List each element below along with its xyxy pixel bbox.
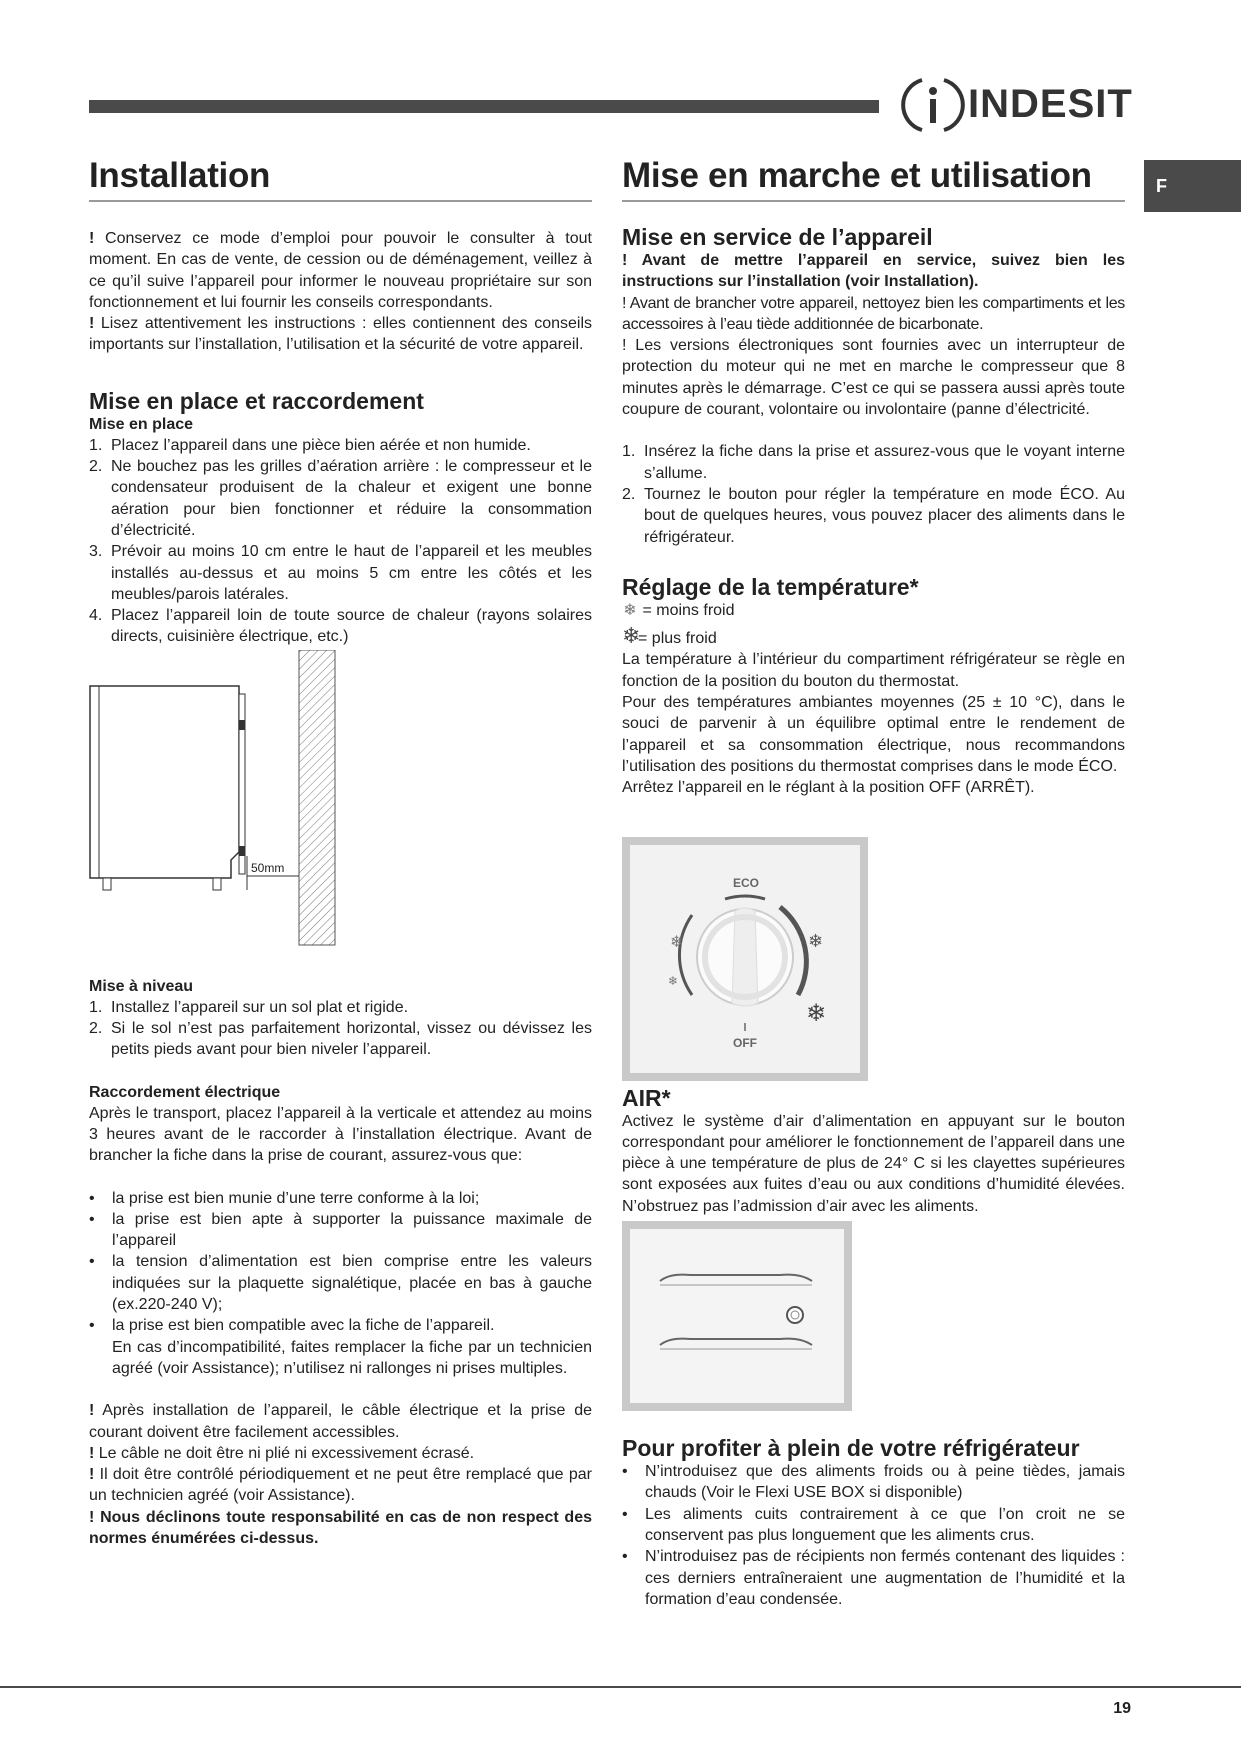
warning-2: ! Le câble ne doit être ni plié ni excessivement écrasé. (89, 1444, 475, 1462)
page-number: 19 (1113, 1700, 1131, 1717)
placement-list (89, 435, 592, 648)
air-text: Activez le système d’air d’alimentation en appuyant sur le bouton correspondant pour améliorer le fonctionnement de l’appareil dans une pièce à une température de plus de 24° C si les clayettes supérieures sont exposées aux fuites d’eau ou aux conditions d’humidité élevées. N’obstruez pas l’admission d’air avec les aliments. (622, 1112, 1125, 1215)
thermostat-figure (622, 837, 868, 1081)
electric-intro: Après le transport, placez l’appareil à la verticale et attendez au moins 3 heures avant de le raccorder à l’installation électrique. Avant de brancher la fiche dans la prise de courant, assurez-vous que: (89, 1104, 592, 1165)
list-item: 1. Installez l’appareil sur un sol plat et rigide. (89, 998, 409, 1016)
list-item: 1. Placez l’appareil dans une pièce bien aérée et non humide. (89, 436, 531, 454)
list-item: 2. Si le sol n’est pas parfaitement horizontal, vissez ou dévissez les petits pieds avant pour bien niveler l’appareil. (89, 1020, 592, 1059)
enjoy-list (622, 1461, 1125, 1610)
list-item: • Les aliments cuits contrairement à ce que l’on croit ne se conservent pas plus longuement que les aliments crus. (622, 1505, 1125, 1544)
final-warning: ! Nous déclinons toute responsabilité en cas de non respect des normes énumérées ci-dessus. (89, 1508, 592, 1547)
temp-para-2: Pour des températures ambiantes moyennes (25 ± 10 °C), dans le souci de parvenir à un équilibre optimal entre le rendement de l’appareil et sa consommation électrique, nous recommandons l’utilisation des positions du thermostat comprises dans le mode ÉCO. (622, 694, 1125, 775)
snowflake-large-icon: ❄ (622, 623, 641, 649)
thermostat-dial (630, 845, 860, 1073)
header-bar (89, 100, 879, 113)
air-figure (622, 1221, 852, 1411)
air-button-icon (787, 1307, 803, 1323)
intro-para-2: ! Lisez attentivement les instructions : elles contiennent des conseils importants sur l’installation, l’utilisation et la sécurité de votre appareil. (89, 315, 592, 354)
snowflake-icon: ❄ (808, 930, 824, 952)
temp-para-3: Arrêtez l’appareil en le réglant à la position OFF (ARRÊT). (622, 779, 1035, 797)
warning-1: ! Après installation de l’appareil, le câble électrique et la prise de courant doivent être facilement accessibles. (89, 1402, 592, 1441)
list-item: • la prise est bien munie d’une terre conforme à la loi; (89, 1189, 480, 1207)
installation-title: Installation (89, 156, 592, 202)
snowflake-icon: ❄ (806, 998, 827, 1027)
list-item-continuation: En cas d’incompatibilité, faites remplacer la fiche par un technicien agréé (voir Assistance); n’utilisez ni rallonges ni prises multiples. (112, 1338, 592, 1377)
off-label: OFF (733, 1035, 757, 1050)
placement-heading: Mise en place et raccordement (89, 387, 424, 414)
snowflake-icon: ❄ (670, 931, 684, 951)
legend-more-cold: ❄= plus froid (622, 623, 717, 649)
enjoy-heading: Pour profiter à plein de votre réfrigérateur (622, 1435, 1080, 1462)
legend-less-cold: ❄ = moins froid (622, 600, 1125, 621)
list-item: • la tension d’alimentation est bien comprise entre les valeurs indiquées sur la plaquette signalétique, placée en bas à gauche (ex.220-240 V); (89, 1253, 592, 1314)
snowflake-small-icon: ❄ (623, 601, 637, 619)
electric-list (89, 1188, 592, 1380)
service-para-2: ! Les versions électroniques sont fournies avec un interrupteur de protection du moteur qui ne met en marche le compresseur que 8 minutes après le démarrage. C’est ce qui se passera aussi après toute coupure de courant, volontaire ou involontaire (panne d’électricité. (622, 337, 1125, 419)
intro-para-1: ! Conservez ce mode d’emploi pour pouvoir le consulter à tout moment. En cas de vente, de cession ou de déménagement, veillez à ce qu’il suive l’appareil pour informer le nouveau propriétaire sur son fonctionnement et lui fournir les conseils correspondants. (89, 230, 592, 311)
clearance-diagram (89, 650, 369, 950)
air-button-diagram (630, 1229, 844, 1403)
brand-name: INDESIT (968, 82, 1133, 126)
level-heading: Mise à niveau (89, 977, 194, 995)
list-item: • la prise est bien compatible avec la fiche de l’appareil. (89, 1317, 495, 1335)
list-item: 4. Placez l’appareil loin de toute source de chaleur (rayons solaires directs, cuisinière électrique, etc.) (89, 607, 592, 646)
electric-heading: Raccordement électrique (89, 1083, 281, 1101)
list-item: 1. Insérez la fiche dans la prise et assurez-vous que le voyant interne s’allume. (622, 443, 1125, 482)
list-item: 2. Tournez le bouton pour régler la température en mode ÉCO. Au bout de quelques heures, vous pouvez placer des aliments dans le réfrigérateur. (622, 485, 1125, 546)
clearance-label: 50mm (251, 860, 285, 875)
list-item: 2. Ne bouchez pas les grilles d’aération arrière : le compresseur et le condensateur produisent de la chaleur et exigent une bonne aération pour bien fonctionner et réduire la consommation d’électricité. (89, 458, 592, 539)
temp-para-1: La température à l’intérieur du compartiment réfrigérateur se règle en fonction de la position du bouton du thermostat. (622, 651, 1125, 690)
list-item: 3. Prévoir au moins 10 cm entre le haut de l’appareil et les meubles installés au-dessus et au moins 5 cm entre les côtés et les meubles/parois latérales. (89, 543, 592, 603)
warning-3: ! Il doit être contrôlé périodiquement et ne peut être remplacé que par un technicien agréé (voir Assistance). (89, 1466, 592, 1505)
air-heading: AIR* (622, 1084, 671, 1111)
footer-line (0, 1686, 1241, 1688)
service-list (622, 441, 1125, 547)
list-item: • N’introduisez pas de récipients non fermés contenant des liquides : ces derniers entraîneraient une augmentation de l’humidité et la formation d’eau condensée. (622, 1548, 1125, 1608)
list-item: • la prise est bien apte à supporter la puissance maximale de l’appareil (89, 1210, 592, 1250)
snowflake-icon: ❄ (668, 973, 679, 988)
placement-subheading: Mise en place (89, 415, 194, 433)
service-para-1: ! Avant de brancher votre appareil, nettoyez bien les compartiments et les accessoires à l’eau tiède additionnée de bicarbonate. (622, 294, 1125, 333)
list-item: • N’introduisez que des aliments froids ou à peine tièdes, jamais chauds (Voir le Flexi USE BOX si disponible) (622, 1463, 1125, 1502)
eco-label: ECO (733, 875, 760, 890)
language-tab: F (1144, 160, 1241, 212)
installation-column (89, 156, 592, 1549)
level-list (89, 997, 592, 1061)
temperature-heading: Réglage de la température* (622, 573, 919, 600)
usage-title: Mise en marche et utilisation (622, 156, 1125, 202)
usage-column (622, 156, 1125, 1610)
service-heading: Mise en service de l’appareil (622, 224, 933, 250)
service-bold: ! Avant de mettre l’appareil en service, suivez bien les instructions sur l’installation (voir Installation). (622, 252, 1125, 291)
